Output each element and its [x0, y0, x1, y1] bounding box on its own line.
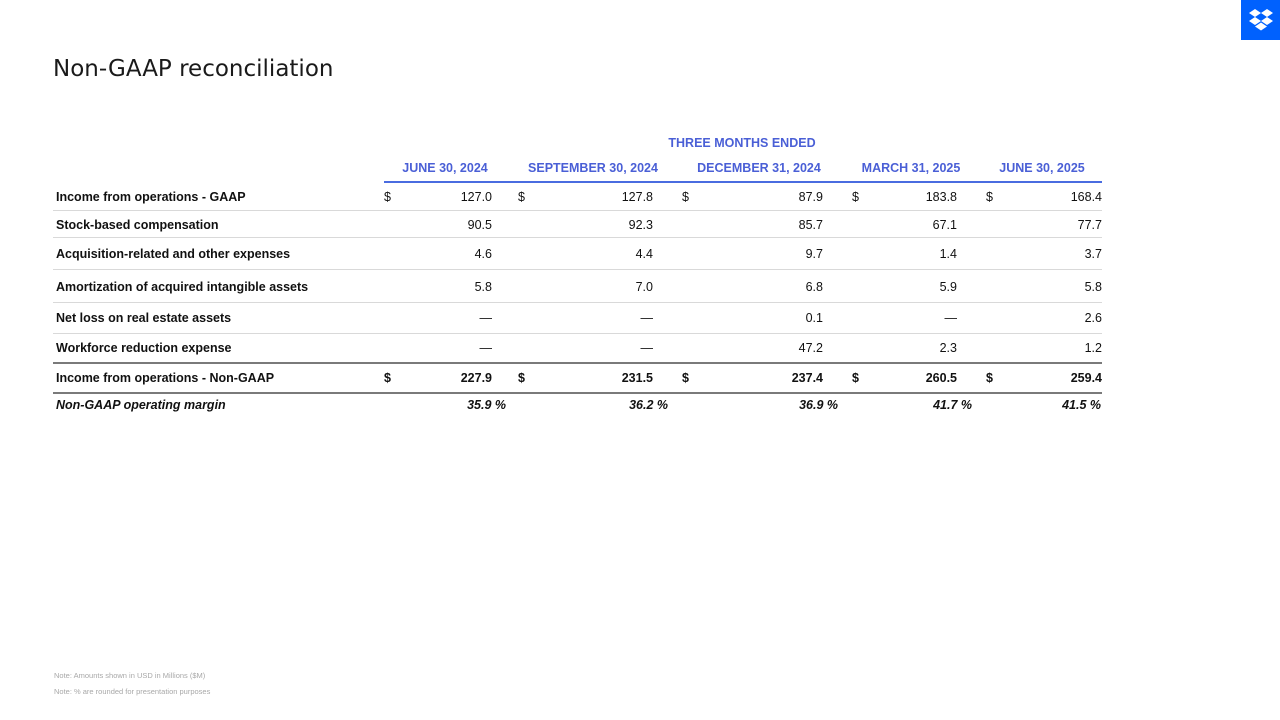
row-label: Stock-based compensation	[56, 218, 219, 232]
currency-symbol: $	[682, 190, 689, 204]
table-cell-value: —	[479, 311, 492, 325]
row-label: Income from operations - GAAP	[56, 190, 246, 204]
column-header: JUNE 30, 2025	[999, 161, 1085, 175]
table-cell-value: 9.7	[805, 247, 823, 261]
table-cell-value: 85.7	[798, 218, 823, 232]
header-underline	[384, 181, 1102, 183]
table-cell-value: 92.3	[628, 218, 653, 232]
row-label: Acquisition-related and other expenses	[56, 247, 291, 261]
table-cell-value: 87.9	[798, 190, 823, 204]
table-cell-value: 231.5	[621, 371, 653, 385]
table-cell-value: —	[640, 311, 653, 325]
table-cell-value: 90.5	[467, 218, 492, 232]
table-cell-value: 168.4	[1070, 190, 1102, 204]
row-label: Income from operations - Non-GAAP	[56, 371, 275, 385]
row-divider	[53, 210, 1102, 211]
row-divider	[53, 302, 1102, 303]
table-cell-value: 5.8	[474, 280, 492, 294]
table-cell-value: 183.8	[925, 190, 957, 204]
currency-symbol: $	[518, 190, 525, 204]
table-cell-value: 7.0	[635, 280, 653, 294]
footnote: Note: % are rounded for presentation purposes	[54, 687, 211, 696]
table-cell-value: 35.9 %	[467, 398, 506, 412]
table-cell-value: 5.8	[1084, 280, 1102, 294]
table-cell-value: 127.8	[621, 190, 653, 204]
group-header: THREE MONTHS ENDED	[668, 136, 816, 150]
table-cell-value: 260.5	[925, 371, 957, 385]
row-divider	[53, 237, 1102, 238]
table-cell-value: 4.6	[474, 247, 492, 261]
column-header: MARCH 31, 2025	[861, 161, 961, 175]
currency-symbol: $	[384, 190, 391, 204]
table-cell-value: 36.9 %	[799, 398, 838, 412]
column-header: DECEMBER 31, 2024	[697, 161, 821, 175]
page-title: Non-GAAP reconciliation	[53, 56, 334, 82]
row-label: Net loss on real estate assets	[56, 311, 232, 325]
row-divider	[53, 333, 1102, 334]
table-cell-value: 1.4	[939, 247, 957, 261]
table-cell-value: 2.6	[1084, 311, 1102, 325]
table-cell-value: 237.4	[791, 371, 823, 385]
dropbox-logo-icon	[1249, 9, 1273, 31]
total-divider-top	[53, 362, 1102, 364]
column-header: SEPTEMBER 30, 2024	[528, 161, 658, 175]
column-header: JUNE 30, 2024	[402, 161, 488, 175]
table-cell-value: 4.4	[635, 247, 653, 261]
table-cell-value: 41.5 %	[1062, 398, 1101, 412]
footnote: Note: Amounts shown in USD in Millions ($M)	[54, 671, 206, 680]
table-cell-value: 77.7	[1077, 218, 1102, 232]
footnotes	[54, 668, 210, 700]
table-cell-value: 36.2 %	[629, 398, 668, 412]
table-cell-value: 47.2	[798, 341, 823, 355]
row-divider	[53, 269, 1102, 270]
table-cell-value: —	[640, 341, 653, 355]
table-cell-value: 6.8	[805, 280, 823, 294]
table-cell-value: 3.7	[1084, 247, 1102, 261]
currency-symbol: $	[852, 371, 859, 385]
currency-symbol: $	[384, 371, 391, 385]
table-cell-value: 1.2	[1084, 341, 1102, 355]
currency-symbol: $	[682, 371, 689, 385]
table-cell-value: 259.4	[1070, 371, 1102, 385]
row-label: Workforce reduction expense	[56, 341, 232, 355]
currency-symbol: $	[852, 190, 859, 204]
currency-symbol: $	[986, 371, 993, 385]
total-divider-bottom	[53, 392, 1102, 394]
table-cell-value: 227.9	[460, 371, 492, 385]
table-cell-value: —	[479, 341, 492, 355]
table-cell-value: —	[944, 311, 957, 325]
currency-symbol: $	[986, 190, 993, 204]
table-cell-value: 41.7 %	[933, 398, 972, 412]
table-cell-value: 5.9	[939, 280, 957, 294]
table-cell-value: 127.0	[460, 190, 492, 204]
table-cell-value: 2.3	[939, 341, 957, 355]
row-label: Non-GAAP operating margin	[56, 398, 226, 412]
dropbox-logo	[1241, 0, 1280, 40]
currency-symbol: $	[518, 371, 525, 385]
row-label: Amortization of acquired intangible assets	[56, 280, 309, 294]
reconciliation-table	[53, 0, 1103, 420]
table-cell-value: 0.1	[805, 311, 823, 325]
table-cell-value: 67.1	[932, 218, 957, 232]
